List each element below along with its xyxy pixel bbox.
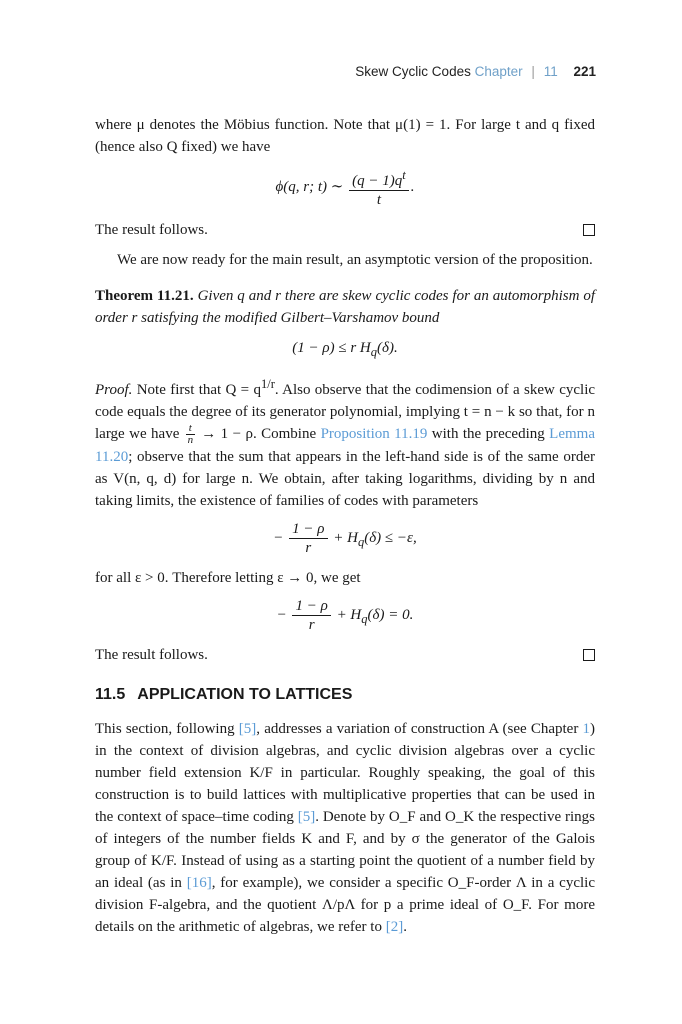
- eq3-numerator: 1 − ρ: [289, 520, 327, 539]
- proof-frac-den: n: [187, 434, 194, 447]
- eq1-lhs: ϕ(q, r; t) ∼: [275, 178, 344, 195]
- proof-text-4: with the preceding: [427, 426, 550, 442]
- ref-5-link-2[interactable]: [5]: [297, 809, 316, 826]
- final-s3: ) in the context of division algebras, and cyclic division algebras over a cyclic number field extension K/F in particular. Roughly speaking, the goal of this construction is to build lattices with multiplicative properties that can be used in the context of space–time coding: [95, 721, 595, 826]
- result-text-2: The result follows.: [95, 647, 208, 664]
- header-chapter-label: Chapter: [474, 64, 523, 79]
- running-header: [355, 64, 596, 79]
- eq3-minus: −: [273, 530, 284, 546]
- result-text-1: The result follows.: [95, 222, 208, 238]
- eq3-denominator: r: [305, 540, 312, 557]
- ref-2-link[interactable]: [2]: [385, 919, 404, 936]
- proof-text-3: → 1 − ρ. Combine: [196, 426, 321, 442]
- paragraph-lattices: [95, 718, 595, 938]
- proof-paragraph: [95, 373, 595, 512]
- eq2-a: (1 − ρ) ≤ r H: [292, 340, 371, 356]
- theorem-body: Given q and r there are skew cyclic codes for an automorphism of order r satisfying the modified Gilbert–Varshamov bound: [95, 288, 596, 326]
- page-number: 221: [573, 64, 596, 79]
- proof-text-1: Note first that Q = q: [136, 382, 261, 398]
- equation-phi-asymptotic: [95, 166, 595, 209]
- qed-icon: [583, 649, 595, 661]
- qed-icon: [583, 224, 595, 236]
- proof-text-2: . Also observe that the codimension of a skew cyclic code equals the degree of its generator polynomial, implying t = n − k so that, for n large we have: [95, 382, 596, 442]
- section-heading: [95, 684, 595, 706]
- section-title: APPLICATION TO LATTICES: [137, 686, 353, 704]
- ref-16-link[interactable]: [16]: [186, 875, 212, 892]
- final-s2: , addresses a variation of construction A (see Chapter: [256, 721, 583, 738]
- equation-gv-bound: [95, 337, 595, 363]
- eq4-minus: −: [276, 607, 287, 623]
- final-s6: .: [403, 919, 407, 936]
- result-line-1: [95, 219, 595, 241]
- paragraph-epsilon: for all ε > 0. Therefore letting ε → 0, we get: [95, 570, 361, 587]
- header-separator: |: [531, 64, 535, 79]
- eq4-numerator: 1 − ρ: [292, 597, 330, 616]
- final-s5: , for example), we consider a specific O_F-order Λ in a cyclic division F-algebra, and the quotient Λ/pΛ for p a prime ideal of O_F. For more details on the arithmetic of algebras, we refer to: [95, 875, 595, 936]
- eq3-tail: (δ) ≤ −ε,: [364, 530, 417, 546]
- equation-limit-inequality: [95, 520, 595, 557]
- eq1-numerator: [349, 166, 409, 191]
- eq3-sub: q: [357, 535, 365, 549]
- eq1-tail: .: [410, 178, 415, 195]
- eq4-fraction: [292, 597, 330, 634]
- chapter-1-link[interactable]: 1: [582, 721, 590, 738]
- eq3-mid: + H: [333, 530, 358, 546]
- paragraph-main-result: We are now ready for the main result, an asymptotic version of the proposition.: [117, 252, 593, 268]
- paragraph-mobius: where μ denotes the Möbius function. Note that μ(1) = 1. For large t and q fixed (hence also Q fixed) we have: [95, 117, 595, 155]
- eq2-b: (δ).: [377, 340, 398, 356]
- eq4-tail: (δ) = 0.: [367, 607, 414, 623]
- eq1-denominator: t: [376, 192, 381, 208]
- page-body: [95, 114, 595, 938]
- eq1-num-text: (q − 1)q: [352, 173, 403, 189]
- eq1-num-sup: t: [402, 168, 406, 182]
- result-line-2: [95, 644, 595, 666]
- section-number: 11.5: [95, 686, 126, 704]
- eq4-sub: q: [361, 612, 368, 626]
- eq4-mid: + H: [336, 607, 362, 623]
- final-s1: This section, following: [95, 721, 239, 738]
- ref-5-link[interactable]: [5]: [238, 721, 257, 738]
- final-s4: . Denote by O_F and O_K the respective rings of integers of the number fields K and F, and by σ the generator of the Galois group of K/F. Instead of using as a starting point the quotient of a number field by an ideal (as in: [95, 809, 595, 892]
- proof-sup: 1/r: [260, 377, 275, 391]
- link-proposition-11-19[interactable]: Proposition 11.19: [320, 426, 428, 442]
- header-title: Skew Cyclic Codes: [355, 64, 471, 79]
- link-lemma-11-20[interactable]: Lemma 11.20: [95, 426, 595, 466]
- header-chapter-number: 11: [543, 64, 558, 79]
- proof-frac-num: t: [186, 423, 195, 435]
- eq1-fraction: [349, 166, 409, 209]
- eq2-sub: q: [370, 345, 377, 359]
- proof-inline-fraction: [186, 423, 195, 446]
- proof-text-5: ; observe that the sum that appears in the left-hand side is of the same order as V(n, q, d) for large n. We obtain, after taking logarithms, dividing by n and taking limits, the existence of families of codes with parameters: [95, 449, 595, 510]
- eq4-denominator: r: [308, 617, 315, 634]
- equation-limit-equality: [95, 597, 595, 634]
- eq3-fraction: [289, 520, 327, 557]
- proof-label: Proof.: [95, 382, 133, 398]
- theorem-title: Theorem 11.21.: [95, 288, 194, 304]
- theorem-11-21: [95, 285, 595, 329]
